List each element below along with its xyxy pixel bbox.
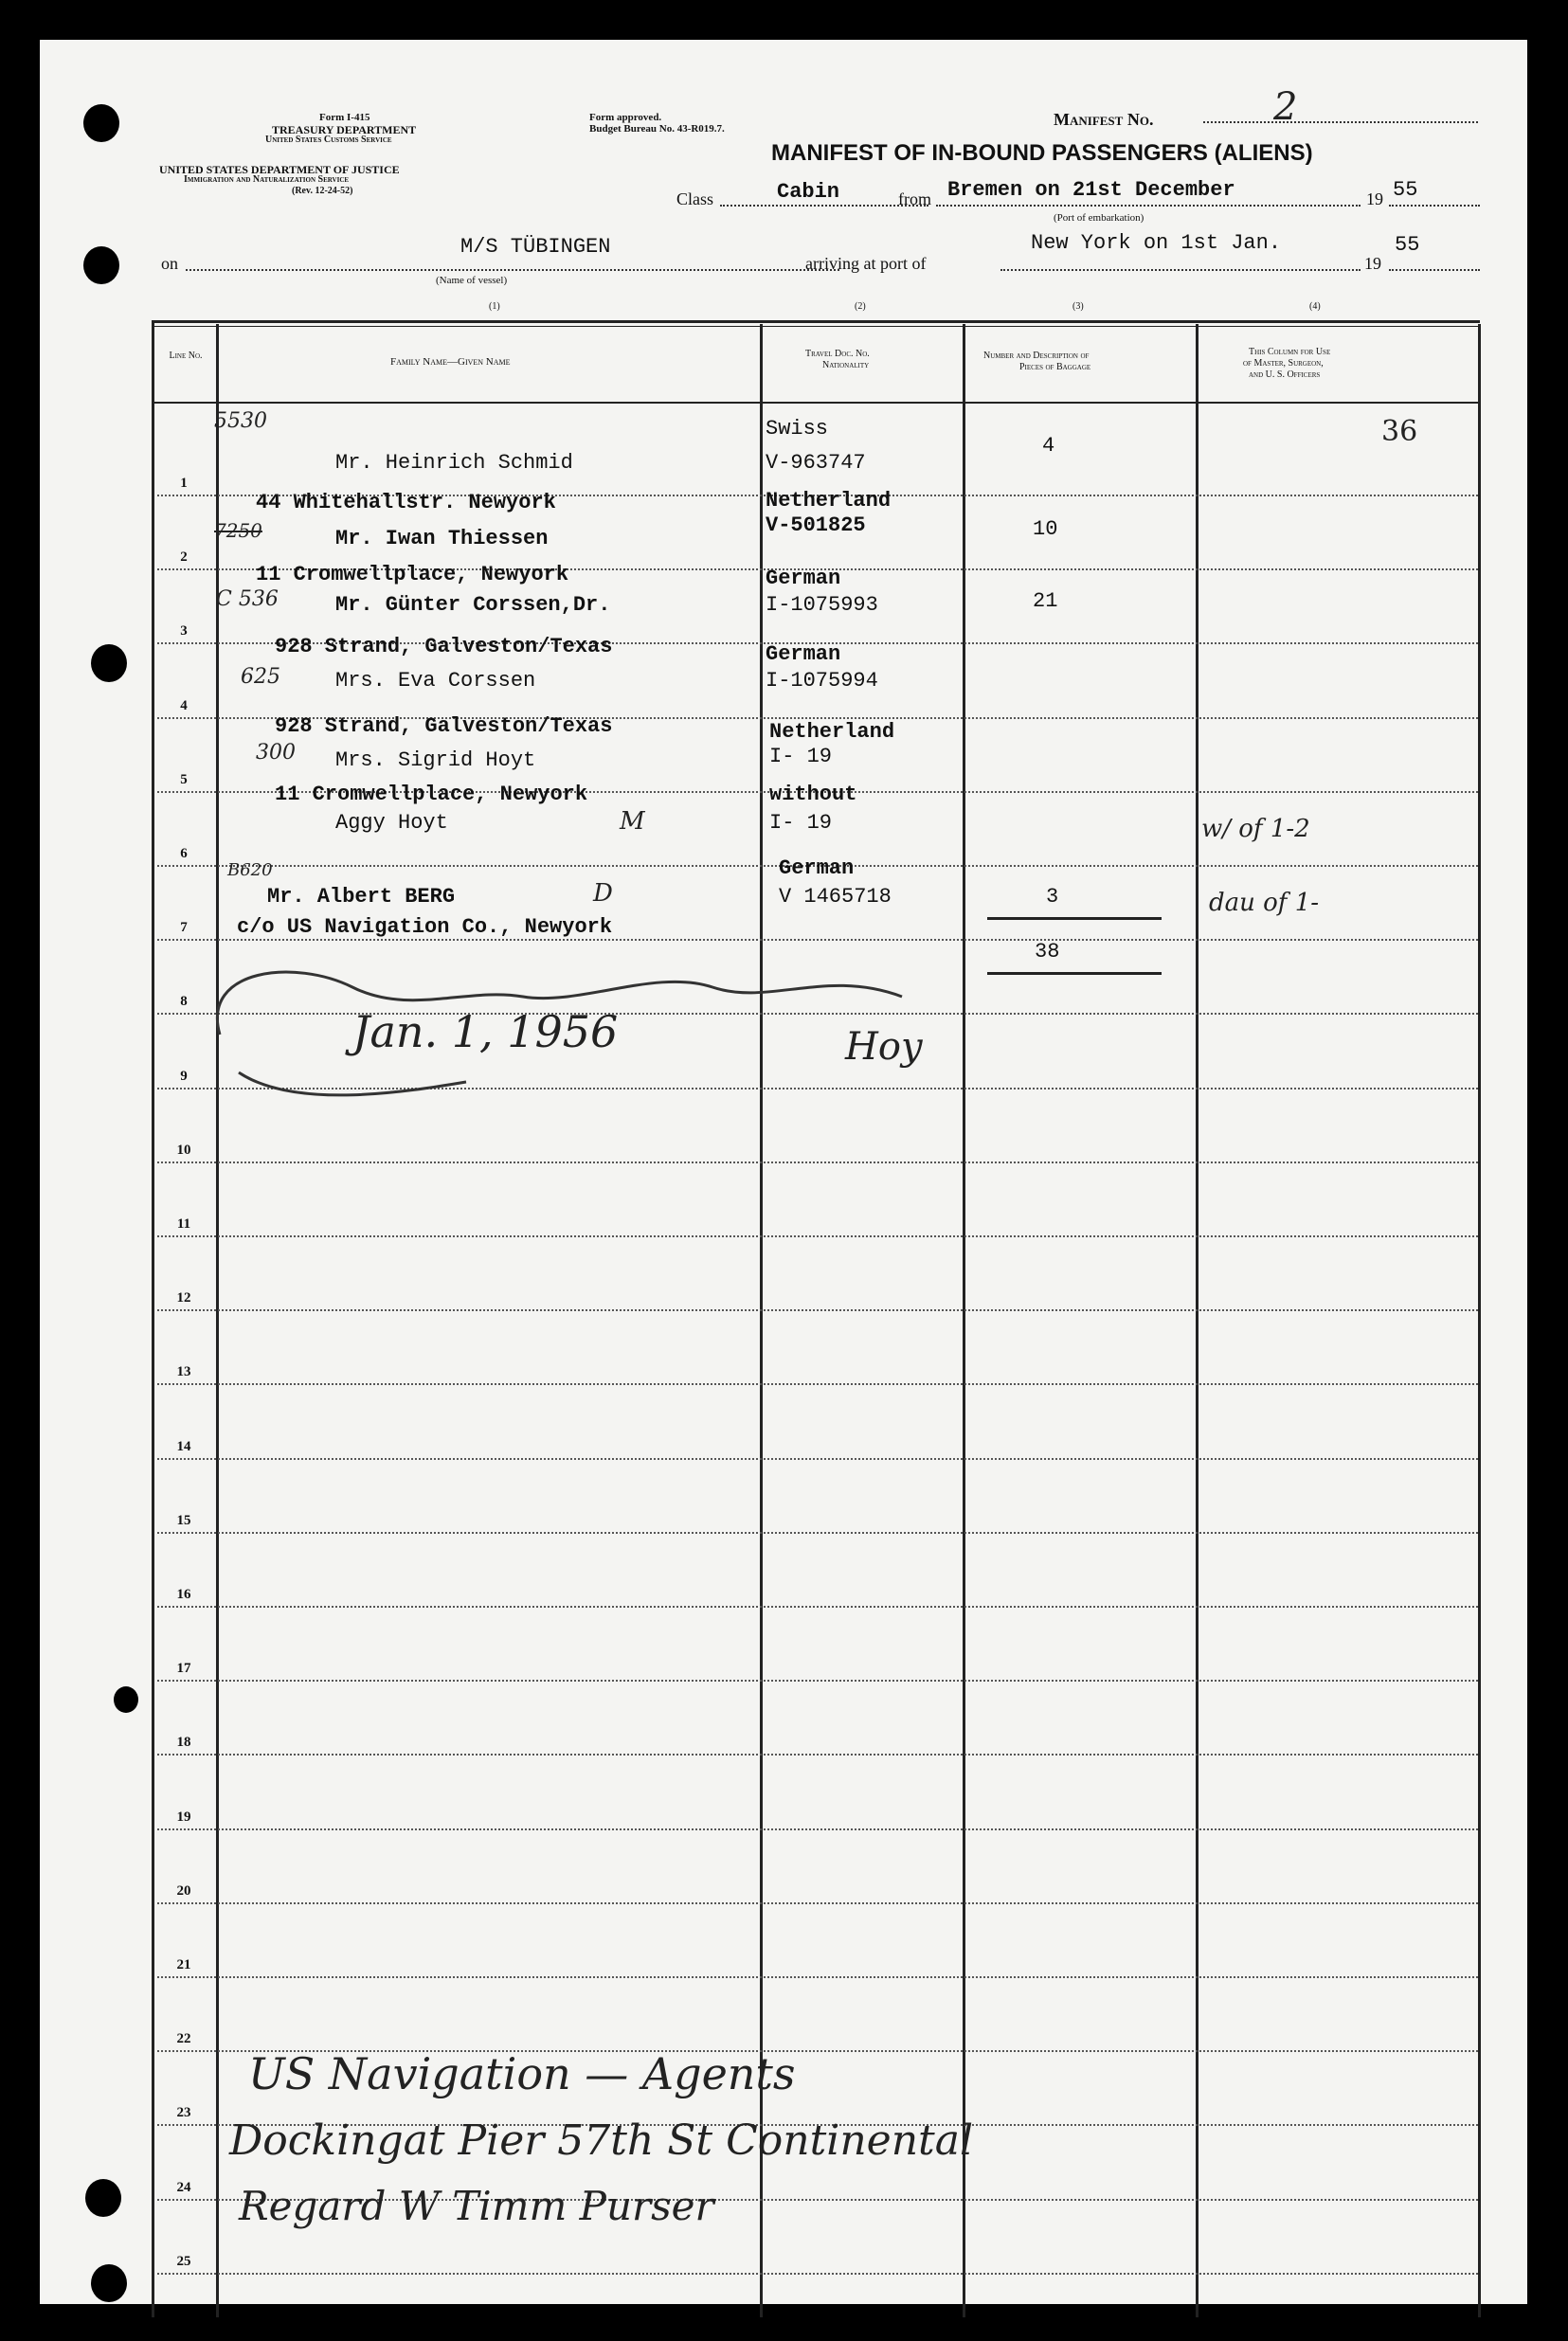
form-number: Form I-415: [319, 112, 370, 123]
from-label: from: [898, 189, 931, 208]
baggage-underline-2: [987, 972, 1162, 975]
arrival-line: [1000, 269, 1361, 271]
budget-bureau: Budget Bureau No. 43-R019.7.: [589, 123, 725, 135]
annotation-m: M: [620, 807, 645, 836]
table-top-border-2: [152, 326, 1480, 327]
agent-note-1: US Navigation — Agents: [248, 2048, 796, 2099]
row-line: [157, 1680, 1478, 1682]
col-header-baggage-2: Pieces of Baggage: [1019, 362, 1091, 372]
col-divider-4: [1196, 324, 1199, 2317]
form-approved: Form approved.: [589, 112, 662, 123]
line-number: 8: [180, 994, 188, 1009]
punch-hole: [83, 104, 119, 142]
line-number: 23: [176, 2105, 191, 2120]
table-left-border: [152, 320, 154, 2317]
passenger-baggage-2: 10: [1033, 517, 1058, 541]
signature-scribble: [182, 930, 959, 1120]
punch-hole: [114, 1686, 138, 1713]
revision: (Rev. 12-24-52): [292, 186, 353, 196]
col-header-officers-1: This Column for Use: [1249, 347, 1331, 357]
passenger-name-5: Mrs. Sigrid Hoyt: [335, 748, 536, 772]
line-number: 20: [176, 1883, 191, 1899]
passenger-doc-6: I- 19: [769, 811, 833, 835]
line-number: 4: [180, 698, 188, 713]
manifest-number-label: Manifest No.: [1054, 110, 1154, 129]
line-number: 18: [176, 1735, 191, 1750]
agent-note-3: Regard W Timm Purser: [239, 2183, 714, 2229]
passenger-mark-4: 625: [241, 665, 280, 689]
passenger-name-7: Mr. Albert BERG: [267, 885, 456, 909]
port-embarkation-caption: (Port of embarkation): [1054, 212, 1144, 224]
col-number-1: (1): [489, 301, 500, 312]
annotation-d: D: [593, 879, 613, 908]
row-line: [157, 1309, 1478, 1311]
row-line: [157, 1902, 1478, 1904]
manifest-number: 2: [1273, 85, 1298, 129]
officer-note-7: dau of 1-: [1209, 889, 1320, 917]
treasury-department: TREASURY DEPARTMENT: [272, 123, 417, 136]
arrival-value: New York on 1st Jan.: [1031, 231, 1282, 255]
row-line: [157, 1161, 1478, 1163]
passenger-name-3: Mr. Günter Corssen,Dr.: [335, 593, 611, 617]
line-number: 13: [176, 1364, 191, 1379]
line-number: 3: [180, 623, 188, 639]
arriving-label: arriving at port of: [805, 254, 927, 273]
line-number: 19: [176, 1810, 191, 1825]
customs-service: United States Customs Service: [265, 135, 392, 145]
passenger-mark-5: 300: [256, 741, 296, 765]
line-number: 12: [176, 1290, 191, 1306]
col-divider-3: [963, 324, 965, 2317]
table-right-border: [1478, 324, 1481, 2317]
passenger-baggage-3: 21: [1033, 589, 1058, 613]
class-label: Class: [676, 189, 714, 208]
row-line: [157, 1383, 1478, 1385]
line-number: 6: [180, 846, 188, 861]
class-value: Cabin: [777, 180, 840, 204]
handwritten-date: Jan. 1, 1956: [352, 1006, 619, 1057]
line-number: 11: [176, 1216, 191, 1232]
col-header-line-no: Line No.: [169, 351, 203, 361]
line-number: 1: [180, 476, 188, 491]
line-number: 5: [180, 772, 188, 787]
passenger-nationality-7: German: [779, 856, 855, 880]
officer-note-6: w/ of 1-2: [1201, 815, 1310, 843]
passenger-address-2: 44 Whitehallstr. Newyork: [256, 491, 556, 514]
year-prefix-1: 19: [1366, 189, 1383, 208]
line-number: 17: [176, 1661, 191, 1676]
passenger-nationality-3: German: [766, 567, 841, 590]
vessel-line: [186, 269, 839, 271]
col-divider-2: [760, 324, 763, 2317]
passenger-nationality-4: German: [766, 642, 841, 666]
row-line: [157, 1828, 1478, 1830]
line-number: 10: [176, 1143, 191, 1158]
baggage-underline-1: [987, 917, 1162, 920]
passenger-address-4: 928 Strand, Galveston/Texas: [275, 635, 613, 658]
line-number: 2: [180, 549, 188, 565]
passenger-baggage-7: 3: [1046, 885, 1059, 909]
officer-count: 36: [1381, 415, 1418, 448]
passenger-mark-1: 5530: [214, 409, 267, 433]
row-line: [157, 1606, 1478, 1608]
row-line: [157, 2273, 1478, 2275]
passenger-address-6: 11 Cromwellplace, Newyork: [275, 783, 588, 806]
passenger-doc-7: V 1465718: [779, 885, 892, 909]
col-header-travel-doc: Travel Doc. No.: [805, 349, 870, 359]
year-line-1: [1389, 205, 1480, 207]
vessel-caption: (Name of vessel): [436, 275, 508, 286]
year-line-2: [1389, 269, 1480, 271]
line-number: 9: [180, 1069, 188, 1084]
handwritten-initials: Hoy: [845, 1025, 923, 1069]
passenger-doc-2: V-501825: [766, 513, 866, 537]
line-number: 22: [176, 2031, 191, 2046]
col-number-4: (4): [1309, 301, 1321, 312]
ins-service: Immigration and Naturalization Service: [184, 174, 350, 185]
col-number-3: (3): [1072, 301, 1084, 312]
table-top-border: [152, 320, 1480, 323]
col-header-officers-3: and U. S. Officers: [1249, 369, 1321, 380]
line-number: 14: [176, 1439, 191, 1454]
line-number: 25: [176, 2254, 191, 2269]
passenger-mark-3: C 536: [216, 587, 279, 611]
punch-hole: [85, 2179, 121, 2217]
manifest-page: [40, 40, 1527, 2304]
year-2: 55: [1395, 233, 1420, 257]
punch-hole: [83, 246, 119, 284]
header-bottom-border: [152, 402, 1480, 404]
col-header-baggage-1: Number and Description of: [983, 351, 1090, 361]
manifest-number-line: [1203, 121, 1478, 123]
row-line: [157, 1235, 1478, 1237]
passenger-nationality-2: Netherland: [766, 489, 892, 513]
punch-hole: [91, 644, 127, 682]
passenger-doc-4: I-1075994: [766, 669, 878, 693]
line-number: 7: [180, 920, 188, 935]
passenger-name-4: Mrs. Eva Corssen: [335, 669, 536, 693]
row-line: [157, 1532, 1478, 1534]
row-line: [157, 1754, 1478, 1756]
col-divider-1: [216, 324, 219, 2317]
year-prefix-2: 19: [1364, 254, 1381, 273]
department-of-justice: UNITED STATES DEPARTMENT OF JUSTICE: [159, 163, 400, 176]
passenger-name-2: Mr. Iwan Thiessen: [335, 527, 549, 550]
agent-note-2: Dockingat Pier 57th St Continental: [229, 2116, 974, 2165]
col-number-2: (2): [855, 301, 866, 312]
from-line: [936, 205, 1361, 207]
on-label: on: [161, 254, 178, 273]
col-header-nationality: Nationality: [822, 360, 870, 370]
passenger-baggage-1: 4: [1042, 434, 1055, 458]
line-number: 16: [176, 1587, 191, 1602]
passenger-doc-1: V-963747: [766, 451, 866, 475]
passenger-doc-3: I-1075993: [766, 593, 878, 617]
vessel-name: M/S TÜBINGEN: [460, 235, 611, 259]
passenger-mark-2: 7250: [214, 519, 262, 542]
punch-hole: [91, 2264, 127, 2302]
col-header-name: Family Name—Given Name: [390, 356, 511, 368]
passenger-name-6: Aggy Hoyt: [335, 811, 448, 835]
line-number: 24: [176, 2180, 191, 2195]
col-header-officers-2: of Master, Surgeon,: [1243, 358, 1324, 369]
line-number: 15: [176, 1513, 191, 1528]
manifest-title: MANIFEST OF IN-BOUND PASSENGERS (ALIENS): [771, 140, 1313, 166]
year-1: 55: [1393, 178, 1418, 202]
passenger-address-3: 11 Cromwellplace, Newyork: [256, 563, 569, 586]
passenger-nationality-6: without: [769, 783, 857, 806]
from-value: Bremen on 21st December: [947, 178, 1235, 202]
class-line: [720, 205, 928, 207]
row-line: [157, 1976, 1478, 1978]
passenger-name-1: Mr. Heinrich Schmid: [335, 451, 573, 475]
passenger-nationality-5: Netherland: [769, 720, 895, 744]
passenger-address-5: 928 Strand, Galveston/Texas: [275, 714, 613, 738]
passenger-nationality-1: Swiss: [766, 417, 829, 441]
passenger-mark-7: B620: [227, 860, 273, 880]
baggage-total: 38: [1035, 940, 1060, 963]
passenger-address-7: c/o US Navigation Co., Newyork: [237, 915, 613, 939]
row-line: [157, 1458, 1478, 1460]
passenger-doc-5: I- 19: [769, 745, 833, 768]
line-number: 21: [176, 1957, 191, 1972]
